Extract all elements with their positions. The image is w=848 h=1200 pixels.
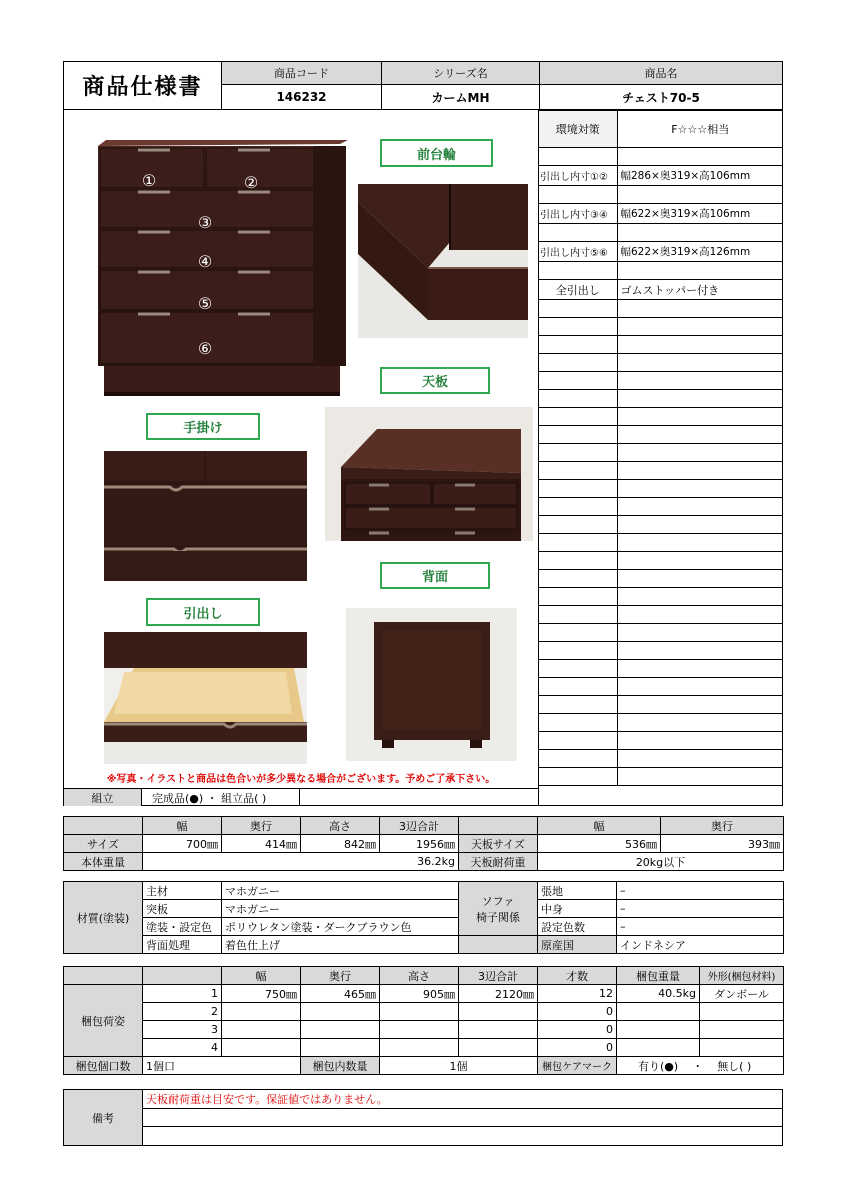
remarks-text: 天板耐荷重は目安です。保証値ではありません。 [143,1090,782,1109]
color-disclaimer: ※写真・イラストと商品は色合いが多少異なる場合がございます。予めご了承下さい。 [106,773,496,785]
care-no: 無し( ) [717,1059,752,1073]
pkg-row-2-sai: 0 [538,1003,617,1021]
product-code-value: 146232 [221,85,381,109]
label-handle: 手掛け [146,413,260,440]
top-header-depth: 奥行 [661,817,784,835]
pkg-care-label: 梱包ケアマーク [538,1057,617,1075]
series-label: シリーズ名 [381,62,539,85]
drawer-number-2: ② [243,172,259,192]
spec-sheet-header [63,61,783,110]
pkg-row-1-n: 1 [143,985,222,1003]
assembly-value: 完成品(●) ・ 組立品( ) [142,789,300,806]
weight-value: 36.2kg [143,853,459,871]
size-header-width: 幅 [143,817,222,835]
size-header-sum: 3辺合計 [380,817,459,835]
side-spec-table [539,110,783,786]
pkg-header-sum: 3辺合計 [459,967,538,985]
pkg-inner-label: 梱包内数量 [301,1057,380,1075]
care-separator: ・ [692,1059,704,1073]
weight-label: 本体重量 [64,853,143,871]
package-label: 梱包荷姿 [64,985,143,1057]
filling-key: 中身 [538,900,617,918]
pkg-row-1-width: 750㎜ [222,985,301,1003]
pkg-row-1-sum: 2120㎜ [459,985,538,1003]
remarks-label: 備考 [64,1090,143,1145]
remarks-section [63,1089,783,1146]
env-value: F☆☆☆相当 [617,111,783,148]
drawer-number-3: ③ [197,212,213,232]
upholstery-value: – [617,882,784,900]
drawer-number-1: ① [141,170,157,190]
size-header-height: 高さ [301,817,380,835]
veneer-key: 突板 [143,900,222,918]
top-photo [325,407,533,541]
pkg-row-2-n: 2 [143,1003,222,1021]
size-depth: 414㎜ [222,835,301,853]
pkg-row-4-sai: 0 [538,1039,617,1057]
size-width: 700㎜ [143,835,222,853]
top-header-width: 幅 [538,817,661,835]
top-load-label: 天板耐荷重 [459,853,538,871]
product-name-value: チェスト70-5 [539,85,782,109]
origin-value: インドネシア [617,936,784,954]
photo-panel [64,110,538,786]
veneer-value: マホガニー [222,900,459,918]
package-table [63,966,784,1075]
label-top: 天板 [380,367,490,394]
pkg-row-4-n: 4 [143,1039,222,1057]
back-finish-key: 背面処理 [143,936,222,954]
drawer-photo [104,632,307,764]
material-table [63,881,784,954]
chest-photo [98,136,350,398]
sofa-label [459,882,538,936]
size-label: サイズ [64,835,143,853]
filling-value: – [617,900,784,918]
side-spec-panel [538,110,782,805]
size-table [63,816,784,871]
main-material-key: 主材 [143,882,222,900]
material-label: 材質(塗装) [64,882,143,954]
finish-key: 塗装・設定色 [143,918,222,936]
upholstery-key: 張地 [538,882,617,900]
pkg-row-1-depth: 465㎜ [301,985,380,1003]
pkg-care-value [617,1057,784,1075]
drawer-number-5: ⑤ [197,293,213,313]
pkg-header-width: 幅 [222,967,301,985]
env-label: 環境対策 [539,111,617,148]
size-height: 842㎜ [301,835,380,853]
handle-photo [104,451,307,581]
drawer34-value: 幅622×奥319×高106mm [617,204,783,224]
top-width: 536㎜ [538,835,661,853]
pkg-row-1-weight: 40.5kg [617,985,700,1003]
sofa-label-line-2: 椅子関係 [476,910,520,924]
pkg-header-material: 外形(梱包材料) [700,967,784,985]
pkg-row-3-sai: 0 [538,1021,617,1039]
pkg-header-depth: 奥行 [301,967,380,985]
product-name-label: 商品名 [539,62,782,85]
assembly-row [64,788,538,805]
main-material-value: マホガニー [222,882,459,900]
drawer12-value: 幅286×奥319×高106mm [617,166,783,186]
pkg-count-label: 梱包個口数 [64,1057,143,1075]
pkg-header-weight: 梱包重量 [617,967,700,985]
finish-value: ポリウレタン塗装・ダークブラウン色 [222,918,459,936]
drawer34-label: 引出し内寸③④ [539,204,617,224]
back-finish-value: 着色仕上げ [222,936,459,954]
pkg-inner-value: 1個 [380,1057,538,1075]
product-code-label: 商品コード [221,62,381,85]
all-drawers-value: ゴムストッパー付き [617,280,783,300]
care-yes: 有り(●) [638,1059,679,1073]
label-back: 背面 [380,562,490,589]
color-count-key: 設定色数 [538,918,617,936]
top-depth: 393㎜ [661,835,784,853]
pkg-row-1-sai: 12 [538,985,617,1003]
drawer-number-4: ④ [197,251,213,271]
size-sum: 1956㎜ [380,835,459,853]
drawer12-label: 引出し内寸①② [539,166,617,186]
pkg-count-value: 1個口 [143,1057,301,1075]
front-caster-photo [358,184,528,338]
label-drawer: 引出し [146,598,260,626]
color-count-value: – [617,918,784,936]
pkg-row-3-n: 3 [143,1021,222,1039]
series-value: カームMH [381,85,539,109]
size-header-depth: 奥行 [222,817,301,835]
assembly-label: 組立 [64,789,142,806]
top-size-label: 天板サイズ [459,835,538,853]
all-drawers-label: 全引出し [539,280,617,300]
label-front-caster: 前台輪 [380,139,493,167]
drawer-number-6: ⑥ [197,338,213,358]
origin-key: 原産国 [538,936,617,954]
sheet-title: 商品仕様書 [82,75,203,100]
remarks-line-2 [143,1109,782,1127]
pkg-row-1-material: ダンボール [700,985,784,1003]
top-load-value: 20kg以下 [538,853,784,871]
sofa-label-line-1: ソファ [481,894,515,908]
back-photo [346,608,517,761]
main-section [63,109,783,806]
drawer56-label: 引出し内寸⑤⑥ [539,242,617,262]
pkg-header-sai: 才数 [538,967,617,985]
drawer56-value: 幅622×奥319×高126mm [617,242,783,262]
pkg-header-height: 高さ [380,967,459,985]
pkg-row-1-height: 905㎜ [380,985,459,1003]
